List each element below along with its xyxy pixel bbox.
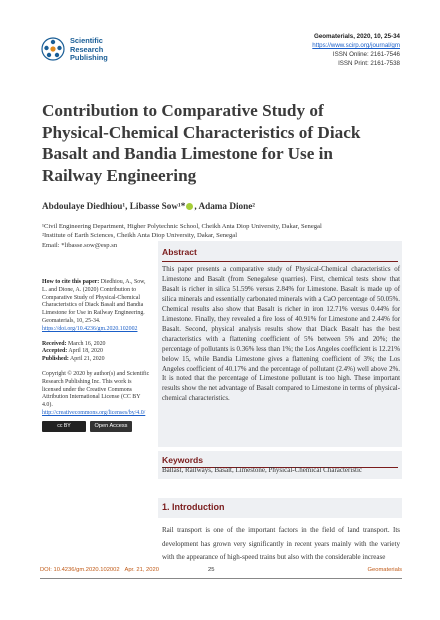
abstract-section: [158, 241, 402, 447]
accepted-date: Accepted: April 18, 2020: [42, 348, 103, 355]
introduction-text: Rail transport is one of the important factors in the field of land transport. Its development has grown very significantly in recent years mainly with the variety with the appearance of high-speed trains but also with the considerable increase: [162, 526, 400, 561]
received-date: Received: March 16, 2020: [42, 340, 106, 347]
issn-print: ISSN Print: 2161-7538: [338, 60, 400, 67]
copyright-notice: Copyright © 2020 by author(s) and Scientific Research Publishing Inc. This work is licensed under the Creative Commons Attribution International License (CC BY 4.0).: [42, 370, 150, 409]
publisher-name: Scientific Research Publishing: [70, 36, 108, 63]
affiliation-1: ¹Civil Engineering Department, Higher Polytechnic School, Cheikh Anta Diop University, Dakar, Senegal: [42, 223, 322, 230]
published-date: Published: April 21, 2020: [42, 356, 105, 363]
journal-citation: Geomaterials, 2020, 10, 25-34: [314, 33, 400, 40]
journal-info: [230, 32, 400, 68]
authors-part-2: , Adama Dione²: [194, 201, 256, 211]
orcid-icon[interactable]: [186, 203, 193, 210]
abstract-divider: [162, 261, 398, 262]
cite-label: How to cite this paper:: [42, 279, 100, 285]
footer-journal: Geomaterials: [367, 567, 402, 573]
author-list: [42, 201, 402, 211]
cc-by-badge[interactable]: cc BY: [42, 421, 86, 432]
introduction-heading: 1. Introduction: [162, 502, 225, 512]
publisher-logo: [40, 36, 180, 66]
keywords-section: [158, 451, 402, 479]
keywords-heading: Keywords: [162, 455, 204, 465]
abstract-heading: Abstract: [162, 247, 197, 257]
paper-title: Contribution to Comparative Study of Physical-Chemical Characteristics of Diack Basalt and Bandia Limestone for Use in Railway Engineering: [42, 101, 361, 185]
authors-part-1: Abdoulaye Diedhiou¹, Libasse Sow¹*: [42, 201, 186, 211]
scirp-logo-icon: [40, 36, 66, 62]
footer-divider: [40, 578, 402, 579]
cite-doi-link[interactable]: https://doi.org/10.4236/gm.2020.102002: [42, 325, 138, 332]
cite-text: Diedhiou, A., Sow, L. and Dione, A. (2020) Contribution to Comparative Study of Physical-Chemical Characteristics of Diack Basalt and Bandia Limestone for Use in Railway Engineering. Geomaterials, 10, 25-34.: [42, 279, 146, 324]
citation-block: [42, 279, 152, 334]
abstract-text: This paper presents a comparative study of Physical-Chemical characteristics of Limestone and Basalt (from Senegalese quarries). First, chemical tests show that Basalt is richer in silica 51.59% versus 2.84% for Limestone. Basalt is made up of silica minerals and essentially carbonated minerals with a CaO percentage of 50.05%. Chemical results also show that Basalt is richer in iron 12.71% versus 0.44% for Limestone. Finally, they revealed a fire loss of 40.91% for Limestone and 2.44% for Basalt. Second, physical analysis results show that Diack Basalt has the best characteristics with a flattening coefficient of 5% between 5% and 20%; the percentage of pollutants is 0.36% less than 1%; the Los Angeles coefficient is 12.21% below 15, while Bandia Limestone gives a flattening coefficient of 3%; the Los Angeles coefficient of 40.17% and the percentage of pollutant (2.4%) well above 2%. It is noted that the percentage of Limestone pollutant is too high. These important results show the net advantage of Basalt compared to Limestone in terms of physical-chemical characteristics.: [162, 266, 400, 403]
page-number: 25: [208, 567, 215, 573]
affiliation-2: ²Institute of Earth Sciences, Cheikh Anta Diop University, Dakar, Senegal: [42, 232, 238, 240]
issn-online: ISSN Online: 2161-7546: [332, 51, 400, 58]
introduction-heading-bar: [158, 498, 402, 518]
corresponding-email[interactable]: Email: *libasse.sow@esp.sn: [42, 241, 118, 249]
license-link[interactable]: http://creativecommons.org/licenses/by/4.0/: [42, 409, 146, 416]
footer-doi: DOI: 10.4236/gm.2020.102002 Apr. 21, 2020: [40, 567, 159, 573]
open-access-badge: Open Access: [90, 421, 132, 432]
license-badges: [42, 421, 152, 432]
article-sidebar: [42, 279, 152, 432]
keywords-text: Ballast, Railways, Basalt, Limestone, Physical-Chemical Characteristic: [162, 466, 363, 474]
journal-url-link[interactable]: https://www.scirp.org/journal/gm: [312, 42, 400, 49]
